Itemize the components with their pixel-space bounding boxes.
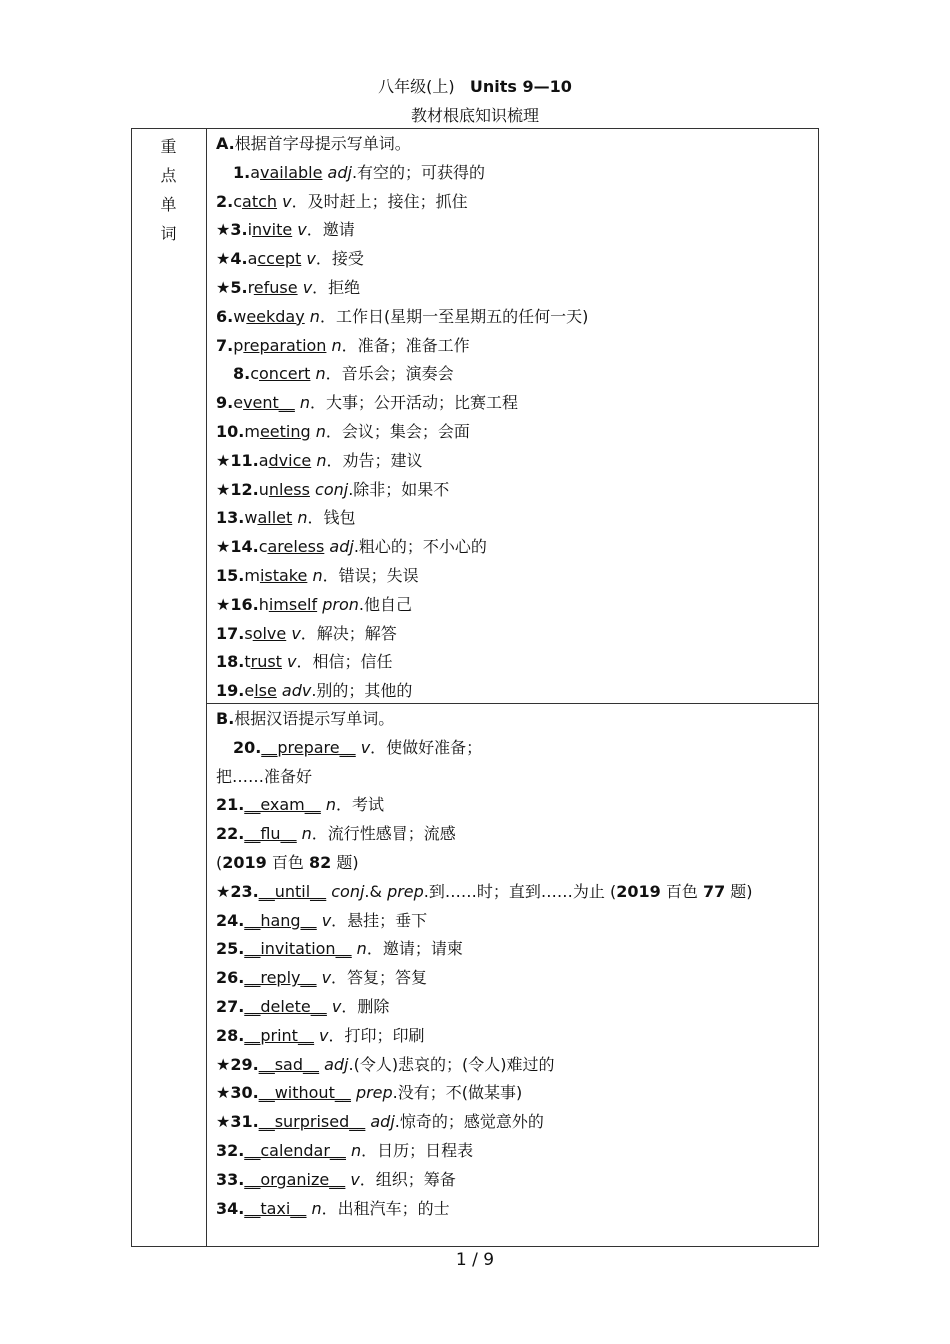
- first-letter: a: [247, 249, 258, 269]
- answer-word: dvice: [268, 450, 312, 470]
- row-label-char: 重: [160, 137, 177, 156]
- meaning: ．工作日(星期一至星期五的任何一天): [319, 306, 589, 326]
- page-subtitle: 教材根底知识梳理: [410, 106, 539, 125]
- list-item: [216, 274, 806, 303]
- part-of-speech: conj: [331, 881, 365, 901]
- list-item: [216, 648, 806, 677]
- list-item: [216, 1022, 806, 1051]
- meaning: ．接受: [315, 249, 364, 269]
- first-letter: w: [233, 306, 247, 326]
- answer-word: __without__: [258, 1083, 351, 1103]
- item-number: ★16.: [216, 594, 259, 614]
- part-of-speech: adj: [324, 1054, 349, 1074]
- item-number: 8.: [233, 364, 251, 384]
- answer-word: areless: [267, 537, 325, 557]
- meaning: ．拒绝: [312, 277, 361, 297]
- part-of-speech: n: [325, 795, 336, 815]
- answer-word: __prepare__: [261, 737, 356, 757]
- answer-word: lse: [254, 681, 277, 701]
- meaning: ．劝告；建议: [326, 450, 423, 470]
- first-letter: r: [247, 277, 254, 297]
- list-item: [216, 562, 806, 591]
- item-number: ★11.: [216, 450, 259, 470]
- first-letter: h: [258, 594, 269, 614]
- list-item: [216, 476, 806, 505]
- first-letter: c: [233, 191, 243, 211]
- answer-word: vent__: [243, 393, 295, 413]
- item-number: 34.: [216, 1198, 245, 1218]
- list-item: [216, 1166, 806, 1195]
- meaning: ．流行性感冒；流感: [311, 824, 456, 844]
- part-of-speech: v: [287, 652, 297, 672]
- first-letter: a: [250, 162, 261, 182]
- section-a: [216, 130, 806, 706]
- list-item: [216, 993, 806, 1022]
- meaning: ．钱包: [307, 508, 356, 528]
- item-number: 25.: [216, 939, 245, 959]
- answer-word: __taxi__: [244, 1198, 307, 1218]
- first-letter: a: [258, 450, 269, 470]
- first-letter: s: [244, 623, 253, 643]
- first-letter: c: [258, 537, 268, 557]
- list-item: [216, 591, 806, 620]
- item-number: 13.: [216, 508, 245, 528]
- first-letter: p: [233, 335, 244, 355]
- answer-word: __sad__: [258, 1054, 319, 1074]
- item-number: 19.: [216, 681, 245, 701]
- list-item: [216, 935, 806, 964]
- part-of-speech: v: [321, 910, 332, 930]
- answer-word: __organize__: [244, 1169, 346, 1189]
- meaning: ．音乐会；演奏会: [325, 364, 454, 384]
- meaning: .到……时；直到……为止 (: [423, 881, 617, 901]
- part-of-speech: v: [360, 737, 371, 757]
- part-of-speech: v: [297, 220, 307, 240]
- list-item: [216, 447, 806, 476]
- list-item: [216, 303, 806, 332]
- meaning: .(令人)悲哀的；(令人)难过的: [348, 1054, 555, 1074]
- first-letter: u: [258, 479, 269, 499]
- table-column-divider: [206, 128, 207, 1247]
- item-number: 28.: [216, 1025, 245, 1045]
- list-item: [216, 504, 806, 533]
- row-label: [131, 132, 206, 248]
- list-item: [216, 245, 806, 274]
- list-item: [216, 964, 806, 993]
- part-of-speech: v: [302, 277, 313, 297]
- meaning: ．日历；日程表: [361, 1140, 474, 1160]
- part-of-speech: n: [301, 824, 312, 844]
- part-of-speech: n: [316, 450, 327, 470]
- item-number: 7.: [216, 335, 234, 355]
- list-item: [216, 418, 806, 447]
- answer-word: __surprised__: [258, 1112, 366, 1132]
- part-of-speech: n: [356, 939, 367, 959]
- item-number: 6.: [216, 306, 234, 326]
- section-b: [216, 705, 806, 1223]
- meaning: .有空的；可获得的: [351, 162, 486, 182]
- item-number: ★3.: [216, 220, 248, 240]
- grade-label: 八年级(上): [378, 77, 455, 96]
- item-number: 32.: [216, 1140, 245, 1160]
- answer-word: vailable: [260, 162, 323, 182]
- part-of-speech: v: [291, 623, 301, 643]
- part-of-speech: conj: [315, 479, 349, 499]
- first-letter: c: [250, 364, 260, 384]
- item-number: ★14.: [216, 537, 259, 557]
- item-number: ★5.: [216, 277, 248, 297]
- meaning: ．邀请: [306, 220, 355, 240]
- item-number: 33.: [216, 1169, 245, 1189]
- page-number: 1 / 9: [455, 1250, 495, 1270]
- list-item: [216, 734, 806, 763]
- answer-word: imself: [268, 594, 318, 614]
- part-of-speech: adj: [327, 162, 352, 182]
- item-number: 15.: [216, 565, 245, 585]
- item-number: 18.: [216, 652, 245, 672]
- item-number: 27.: [216, 996, 245, 1016]
- row-label-char: 单: [160, 195, 177, 214]
- meaning: ．相信；信任: [296, 652, 393, 672]
- item-number: ★23.: [216, 881, 259, 901]
- list-item: [216, 216, 806, 245]
- part-of-speech: adv: [281, 681, 312, 701]
- answer-word: __hang__: [244, 910, 317, 930]
- list-item: [216, 907, 806, 936]
- first-letter: m: [244, 565, 260, 585]
- part-of-speech: n: [309, 306, 320, 326]
- meaning: .除非；如果不: [348, 479, 450, 499]
- answer-word: ccept: [257, 249, 302, 269]
- page-title: [0, 74, 950, 97]
- item-number: ★29.: [216, 1054, 259, 1074]
- row-label-char: 点: [160, 166, 177, 185]
- list-item: [216, 188, 806, 217]
- item-number: 2.: [216, 191, 234, 211]
- list-item: ★23.__until__ conj.& prep.到……时；直到……为止 (2019 百色 77 题): [216, 881, 753, 901]
- part-of-speech: prep: [355, 1083, 393, 1103]
- item-number: 17.: [216, 623, 245, 643]
- answer-word: istake: [259, 565, 308, 585]
- meaning: .没有；不(做某事): [392, 1083, 523, 1103]
- item-number: 20.: [233, 737, 262, 757]
- answer-word: __print__: [244, 1025, 314, 1045]
- first-letter: t: [244, 652, 251, 672]
- part-of-speech: n: [315, 421, 326, 441]
- answer-word: reparation: [243, 335, 327, 355]
- part-of-speech: n: [312, 565, 323, 585]
- first-letter: e: [244, 681, 255, 701]
- list-item: [216, 1137, 806, 1166]
- part-of-speech: v: [331, 996, 342, 1016]
- meaning: ．大事；公开活动；比赛工程: [310, 393, 519, 413]
- list-item: [216, 1195, 806, 1224]
- meaning: ．会议；集会；会面: [325, 421, 470, 441]
- answer-word: __until__: [258, 881, 327, 901]
- item-number: 22.: [216, 824, 245, 844]
- item-number: 9.: [216, 393, 234, 413]
- answer-word: olve: [252, 623, 287, 643]
- first-letter: w: [244, 508, 258, 528]
- answer-word: eeting: [259, 421, 311, 441]
- item-number: ★30.: [216, 1083, 259, 1103]
- meaning: ．及时赶上；接住；抓住: [291, 191, 468, 211]
- part-of-speech: v: [306, 249, 316, 269]
- list-item: [216, 360, 806, 389]
- meaning: ．准备；准备工作: [341, 335, 470, 355]
- answer-word: allet: [257, 508, 293, 528]
- answer-word: atch: [242, 191, 278, 211]
- part-of-speech: n: [351, 1140, 362, 1160]
- exam-note: (2019 百色 82 题): [216, 852, 359, 872]
- meaning: .他自己: [358, 594, 412, 614]
- list-item: [216, 1051, 806, 1080]
- part-of-speech: adj: [370, 1112, 395, 1132]
- meaning: ．解决；解答: [300, 623, 397, 643]
- item-number: 26.: [216, 968, 245, 988]
- list-item: [216, 332, 806, 361]
- part-of-speech: n: [311, 1198, 322, 1218]
- row-label-char: 词: [160, 224, 177, 243]
- meaning: .粗心的；不小心的: [353, 537, 487, 557]
- meaning: .别的；其他的: [311, 681, 413, 701]
- list-item: [216, 820, 806, 849]
- list-item: [216, 1108, 806, 1137]
- units-label: Units 9—10: [469, 77, 572, 96]
- list-item: [216, 159, 806, 188]
- item-number: 24.: [216, 910, 245, 930]
- answer-word: __reply__: [244, 968, 317, 988]
- meaning: ．删除: [341, 996, 390, 1016]
- part-of-speech: n: [331, 335, 342, 355]
- answer-word: nless: [268, 479, 310, 499]
- part-of-speech: n: [299, 393, 311, 413]
- list-item: [216, 533, 806, 562]
- meaning: ．打印；印刷: [328, 1025, 425, 1045]
- meaning: .惊奇的；感觉意外的: [394, 1112, 544, 1132]
- part-of-speech: v: [321, 968, 332, 988]
- meaning: ．组织；筹备: [359, 1169, 456, 1189]
- item-number: 1.: [233, 162, 251, 182]
- meaning: ．错误；失误: [322, 565, 419, 585]
- list-item: [216, 677, 806, 706]
- first-letter: m: [244, 421, 260, 441]
- part-of-speech: v: [350, 1169, 360, 1189]
- part-of-speech: n: [315, 364, 326, 384]
- answer-word: __flu__: [244, 824, 297, 844]
- meaning: ．考试: [336, 795, 385, 815]
- item-number: ★31.: [216, 1112, 259, 1132]
- meaning: ．邀请；请柬: [366, 939, 463, 959]
- item-number: 10.: [216, 421, 245, 441]
- answer-word: __exam__: [244, 795, 321, 815]
- answer-word: nvite: [252, 220, 293, 240]
- part-of-speech: pron: [322, 594, 359, 614]
- list-item: [216, 1079, 806, 1108]
- meaning: ．使做好准备；: [370, 737, 483, 757]
- answer-word: rust: [250, 652, 282, 672]
- meaning: ．答复；答复: [331, 968, 428, 988]
- answer-word: __invitation__: [244, 939, 352, 959]
- section-heading: A.根据首字母提示写单词。: [216, 134, 411, 153]
- item-number: ★4.: [216, 249, 248, 269]
- meaning: ．悬挂；垂下: [331, 910, 428, 930]
- meaning: ．出租汽车；的士: [321, 1198, 450, 1218]
- section-heading: B.根据汉语提示写单词。: [216, 709, 395, 728]
- list-item: [216, 791, 806, 820]
- part-of-speech: v: [282, 191, 292, 211]
- part-of-speech: v: [319, 1025, 329, 1045]
- item-number: 21.: [216, 795, 245, 815]
- answer-word: __delete__: [244, 996, 327, 1016]
- answer-word: efuse: [253, 277, 298, 297]
- answer-word: __calendar__: [244, 1140, 346, 1160]
- item-number: ★12.: [216, 479, 259, 499]
- part-of-speech: adj: [329, 537, 354, 557]
- answer-word: oncert: [259, 364, 311, 384]
- list-item: [216, 389, 806, 418]
- first-letter: e: [233, 393, 244, 413]
- part-of-speech: prep: [387, 881, 424, 901]
- answer-word: eekday: [246, 306, 305, 326]
- first-letter: i: [247, 220, 253, 240]
- part-of-speech: n: [297, 508, 308, 528]
- list-item-continuation: 把……准备好: [216, 766, 313, 786]
- list-item: [216, 620, 806, 649]
